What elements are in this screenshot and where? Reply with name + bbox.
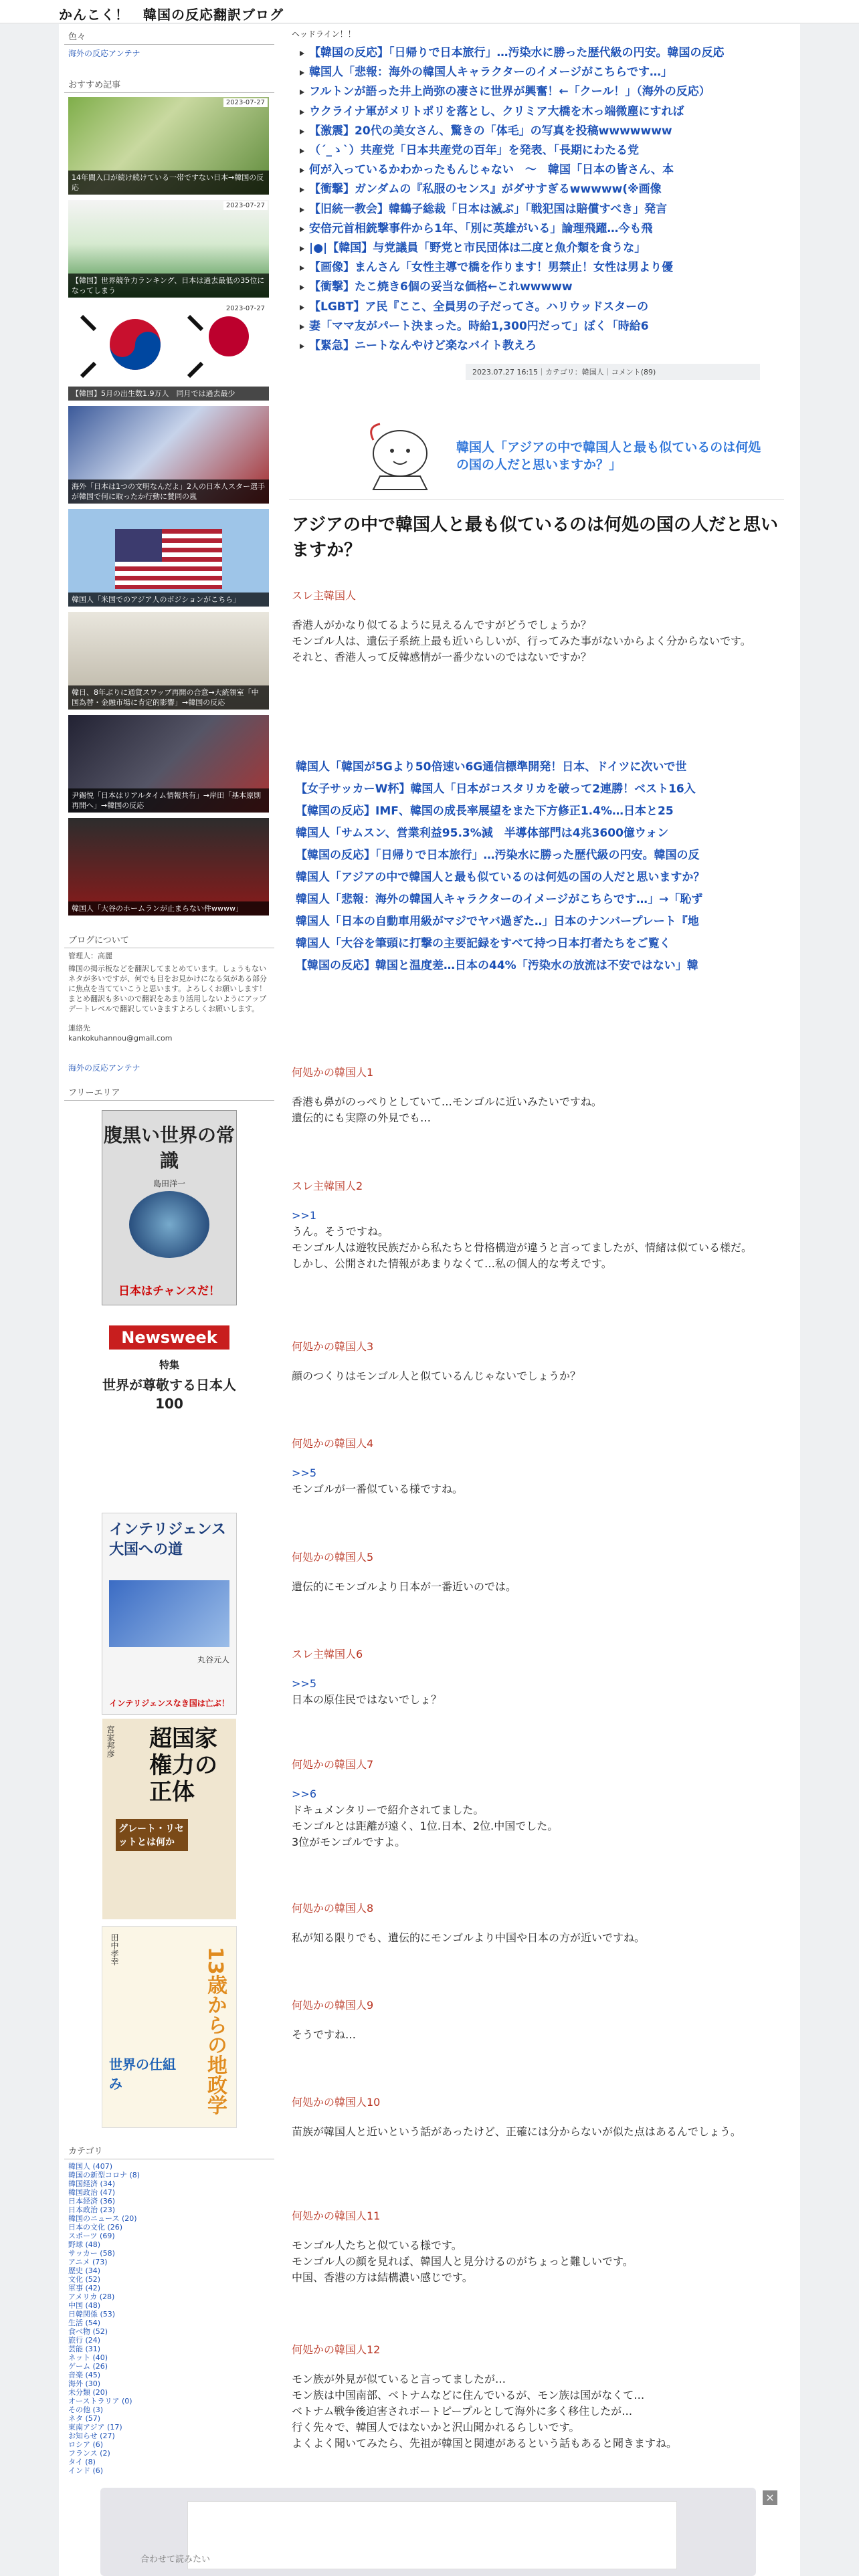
book-list xyxy=(59,1101,280,2128)
post-line: うん。そうですね。 xyxy=(292,1225,389,1238)
post-line: 香港も鼻がのっぺりとしていて…モンゴルに近いみたいですね。 xyxy=(292,1095,602,1108)
headline-link[interactable]: 【旧統一教会】韓鶴子総裁「日本は滅ぶ」「戦犯国は賠償すべき」発言 xyxy=(309,202,668,216)
headline-link[interactable]: 韓国人「悲報：海外の韓国人キャラクターのイメージがこちらです…」 xyxy=(309,66,672,80)
book-cover[interactable] xyxy=(102,1325,236,1506)
headline-item[interactable] xyxy=(300,219,777,239)
about-admin: 管理人：高麗 xyxy=(68,952,112,960)
book-sub: インテリジェンスなき国は亡ぶ！ xyxy=(109,1699,229,1708)
category-link[interactable]: 中国 (48) xyxy=(68,2301,101,2310)
category-link[interactable]: 文化 (52) xyxy=(68,2275,101,2284)
category-link[interactable]: サッカー (58) xyxy=(68,2249,115,2258)
related-link[interactable]: 【韓国の反応】韓国と温度差…日本の44%「汚染水の放流は不安ではない」韓 xyxy=(296,959,698,972)
category-link[interactable]: インド (6) xyxy=(68,2466,104,2475)
post-line: 苗族が韓国人と近いという話があったけど、正確には分からないが似た点はあるんでしょう。 xyxy=(292,2125,741,2138)
category-link[interactable]: ゲーム (26) xyxy=(68,2362,108,2371)
category-link[interactable]: 旅行 (24) xyxy=(68,2336,101,2345)
poster-name: スレ主韓国人 xyxy=(292,589,357,602)
post-line: モンゴル人は、遺伝子系統上最も近いらしいが、行ってみた事がないからよく分からないです。 xyxy=(292,635,751,647)
thumb-article[interactable] xyxy=(68,200,269,298)
reply-ref[interactable]: >>5 xyxy=(292,1677,316,1690)
headline-link[interactable]: 安倍元首相銃撃事件から1年、「別に英雄がいる」論理飛躍…今も飛 xyxy=(309,221,653,235)
comment-post xyxy=(292,2094,780,2140)
related-item[interactable] xyxy=(296,867,771,889)
book-title: インテリジェンス大国への道 xyxy=(109,1521,226,1558)
free-area-title: フリーエリア xyxy=(64,1083,274,1101)
book-sub: 世界が尊敬する日本人 100 xyxy=(102,1377,236,1412)
antenna-link[interactable]: 海外の反応アンテナ xyxy=(68,49,140,58)
headline-item[interactable] xyxy=(300,141,777,160)
post-body xyxy=(292,1930,780,1946)
post-line: そうですね… xyxy=(292,2028,357,2041)
headline-link[interactable]: 妻「ママ友がパート決まった。時給1,300円だって」ぼく「時給6 xyxy=(309,319,649,333)
recommend-list xyxy=(68,97,270,916)
category-link[interactable]: その他 (3) xyxy=(68,2405,104,2414)
headline-item[interactable] xyxy=(300,317,777,336)
thumb-caption: 【韓国】世界競争力ランキング、日本は過去最低の35位になってしまう xyxy=(68,274,269,298)
op-post xyxy=(292,587,780,665)
book-title: 13歳からの地政学 xyxy=(203,1947,227,2115)
category-link[interactable]: ネット (40) xyxy=(68,2353,108,2362)
contact-email[interactable]: kankokuhannou@gmail.com xyxy=(68,1034,173,1043)
post-line: それと、香港人って反韓感情が一番少ないのではないですか？ xyxy=(292,651,592,663)
headline-link[interactable]: 【激震】20代の美女さん、驚きの「体毛」の写真を投稿wwwwwww xyxy=(309,124,672,138)
related-item[interactable] xyxy=(296,955,771,977)
thumb-caption: 韓国人「米国でのアジア人のポジションがこちら」 xyxy=(68,593,269,607)
comment-post xyxy=(292,1435,780,1497)
comment-post xyxy=(292,1549,780,1595)
poster-name: 何処かの韓国人1 xyxy=(292,1066,374,1079)
sidebar-section-title: 色々 xyxy=(64,27,274,45)
poster-name: 何処かの韓国人4 xyxy=(292,1437,374,1450)
comment-post xyxy=(292,1900,780,1946)
thumb-caption: 【韓国】5月の出生数1.9万人 同月では過去最少 xyxy=(68,387,269,401)
headline-item[interactable] xyxy=(300,180,777,199)
post-line: 香港人がかなり似てるように見えるんですがどうでしょうか？ xyxy=(292,619,592,631)
post-body xyxy=(292,1579,780,1595)
book-author: 丸谷元人 xyxy=(197,1655,229,1665)
headline-item[interactable] xyxy=(300,82,777,102)
post-body xyxy=(292,2124,780,2140)
recommend-title: おすすめ記事 xyxy=(64,75,274,93)
comment-post xyxy=(292,1178,780,1272)
category-link[interactable]: 韓国経済 (34) xyxy=(68,2179,116,2188)
category-link[interactable]: 未分類 (20) xyxy=(68,2388,108,2397)
article-title: アジアの中で韓国人と最も似ているのは何処の国の人だと思いますか？ xyxy=(292,515,778,560)
sidebar xyxy=(59,24,280,2478)
thumb-article[interactable] xyxy=(68,715,269,813)
book-author: 田中孝幸 xyxy=(110,1933,119,1965)
headline-item[interactable] xyxy=(300,200,777,219)
comment-post xyxy=(292,1338,780,1384)
category-link[interactable]: 食べ物 (52) xyxy=(68,2327,108,2336)
post-body xyxy=(292,617,780,665)
post-body xyxy=(292,2371,780,2452)
headline-item[interactable] xyxy=(300,336,777,356)
post-line: ドキュメンタリーで紹介されてました。 xyxy=(292,1804,484,1816)
thumb-article[interactable] xyxy=(68,509,269,607)
reply-ref[interactable]: >>1 xyxy=(292,1209,316,1222)
book-sub: 世界の仕組み xyxy=(109,2056,176,2092)
category-link[interactable]: 韓国人 (407) xyxy=(68,2162,113,2171)
headline-link[interactable]: 何が入っているかわかったもんじゃない 〜 韓国「日本の皆さん、本 xyxy=(309,163,674,177)
post-body xyxy=(292,1465,780,1497)
mascot-icon xyxy=(353,420,444,495)
related-item[interactable] xyxy=(296,889,771,911)
category-link[interactable]: ネタ (57) xyxy=(68,2414,101,2423)
headline-link[interactable]: フルトンが語った井上尚弥の凄さに世界が興奮！←「クール！」（海外の反応） xyxy=(309,85,710,99)
post-line: モンゴル人の顔を見れば、韓国人と見分けるのがちょっと難しいです。 xyxy=(292,2255,634,2268)
thumb-caption: 尹錫悦「日本はリアルタイム情報共有」→岸田「基本原則再開へ」→韓国の反応 xyxy=(68,788,269,813)
post-line: よくよく聞いてみたら、先祖が韓国と関連があるという話もあると聞きますね。 xyxy=(292,2437,678,2450)
related-item[interactable] xyxy=(296,933,771,955)
category-list xyxy=(59,2159,280,2478)
related-list xyxy=(296,756,784,977)
post-line: 私が知る限りでも、遺伝的にモンゴルより中国や日本の方が近いですね。 xyxy=(292,1931,646,1944)
related-link[interactable]: 【韓国の反応】IMF、韓国の成長率展望をまた下方修正1.4%…日本と25 xyxy=(296,804,674,818)
thumb-caption: 韓国人「大谷のホームランが止まらない件wwww」 xyxy=(68,901,269,916)
related-item[interactable] xyxy=(296,756,771,778)
category-link[interactable]: 歴史 (34) xyxy=(68,2266,101,2275)
poster-name: 何処かの韓国人7 xyxy=(292,1758,374,1771)
contact-label: 連絡先 xyxy=(68,1024,90,1033)
related-link[interactable]: 韓国人「アジアの中で韓国人と最も似ているのは何処の国の人だと思いますか？ xyxy=(296,871,705,884)
overlay-ad[interactable] xyxy=(187,2501,677,2569)
related-item[interactable] xyxy=(296,845,771,867)
book-author: 島田洋一 xyxy=(153,1179,185,1188)
close-icon[interactable]: × xyxy=(763,2490,777,2505)
post-body xyxy=(292,1094,780,1126)
site-title[interactable]: かんこく！ 韓国の反応翻訳ブログ xyxy=(59,7,284,23)
category-link[interactable]: フランス (2) xyxy=(68,2449,110,2458)
category-link[interactable]: 日韓関係 (53) xyxy=(68,2310,116,2319)
post-line: しかし、公開された情報があまりなくて…私の個人的な考えです。 xyxy=(292,1257,612,1270)
thumb-caption: 14年間入口が続け続けている一帯ですない日本→韓国の反応 xyxy=(68,171,269,195)
article-meta: 2023.07.27 16:15｜カテゴリ：韓国人｜コメント(89) xyxy=(466,364,760,380)
category-link[interactable]: アメリカ (28) xyxy=(68,2292,115,2301)
book-author: 宮家邦彦 xyxy=(106,1725,115,1757)
category-link[interactable]: 韓国のニュース (20) xyxy=(68,2214,137,2223)
headline-item[interactable] xyxy=(300,258,777,278)
category-link[interactable]: ロシア (6) xyxy=(68,2440,104,2449)
book-sub: 日本はチャンスだ！ xyxy=(118,1285,220,1298)
book-cover[interactable] xyxy=(102,1513,237,1715)
about-text: 韓国の掲示板などを翻訳してまとめています。しょうもないネタが多いですが、何でも目をお見かけになる気がある部分に焦点を当てていこうと思います。よろしくお願いします！まとめ翻訳も多いので翻訳をあまり活用しないようにアップデートレベルで翻訳していきますよろしくお願いします。 xyxy=(68,964,267,1013)
headline-link[interactable]: （´_ゝ`）共産党「日本共産党の百年」を発表、「長期にわたる党 xyxy=(309,144,639,158)
thumb-date: 2023-07-27 xyxy=(223,304,268,313)
category-link[interactable]: 東南アジア (17) xyxy=(68,2423,122,2432)
page-content xyxy=(59,24,800,2576)
book-title: 超国家権力の正体 xyxy=(149,1725,217,1806)
thumb-article[interactable] xyxy=(68,818,269,916)
post-line: 3位がモンゴルですよ。 xyxy=(292,1836,406,1848)
related-item[interactable] xyxy=(296,911,771,933)
category-link[interactable]: 日本経済 (36) xyxy=(68,2197,116,2206)
post-line: 中国、香港の方は結構濃い感じです。 xyxy=(292,2271,473,2284)
related-link[interactable]: 韓国人「大谷を筆頭に打撃の主要記録をすべて持つ日本打者たちをご覧く xyxy=(296,937,671,950)
post-line: ベトナム戦争後迫害されボートピープルとして海外に多く移住したが… xyxy=(292,2405,633,2418)
related-link[interactable]: 【女子サッカーW杯】韓国人「日本がコスタリカを破って2連勝！ベスト16入 xyxy=(296,782,696,796)
headline-link[interactable]: 【衝撃】たこ焼き6個の妥当な価格←これwwwww xyxy=(309,280,573,294)
headline-item[interactable] xyxy=(300,43,777,63)
book-author: 特集 xyxy=(159,1359,179,1371)
bottom-overlay xyxy=(100,2488,756,2576)
comment-post xyxy=(292,1756,780,1850)
related-link[interactable]: 【韓国の反応】「日帰りで日本旅行」…汚染水に勝った歴代級の円安。韓国の反 xyxy=(296,849,700,862)
thumb-date: 2023-07-27 xyxy=(223,98,268,107)
post-line: 遺伝的にモンゴルより日本が一番近いのでは。 xyxy=(292,1580,517,1593)
related-link[interactable]: 韓国人「サムスン、営業利益95.3%減 半導体部門は4兆3600億ウォン xyxy=(296,827,669,840)
headline-item[interactable] xyxy=(300,298,777,317)
category-link[interactable]: タイ (8) xyxy=(68,2458,96,2466)
post-line: モンゴルとは距離が遠く、1位.日本、2位.中国でした。 xyxy=(292,1820,559,1832)
headline-item[interactable] xyxy=(300,239,777,258)
comment-post xyxy=(292,2341,780,2452)
book-cover[interactable] xyxy=(102,1926,237,2128)
headline-item[interactable] xyxy=(300,102,777,122)
headline-link[interactable]: |●|【韓国】与党議員「野党と市民団体は二度と魚介類を食うな」 xyxy=(309,241,646,255)
headline-link[interactable]: 【韓国の反応】「日帰りで日本旅行」…汚染水に勝った歴代級の円安。韓国の反応 xyxy=(309,46,725,60)
headline-list xyxy=(289,43,784,356)
post-body xyxy=(292,1208,780,1272)
category-link[interactable]: オーストラリア (0) xyxy=(68,2397,132,2405)
headline-link[interactable]: 【緊急】ニートなんやけど楽なバイト教えろ xyxy=(309,339,537,353)
antenna-link-bottom[interactable]: 海外の反応アンテナ xyxy=(68,1063,140,1073)
thumb-article[interactable] xyxy=(68,406,269,504)
globe-image xyxy=(129,1191,209,1258)
category-link[interactable]: 日本政治 (23) xyxy=(68,2206,116,2214)
post-line: 日本の原住民ではないでしょ？ xyxy=(292,1693,442,1706)
related-link[interactable]: 韓国人「日本の自動車用級がマジでヤバ過ぎた‥」日本のナンバープレート『地 xyxy=(296,915,699,928)
headline-item[interactable] xyxy=(300,278,777,297)
category-link[interactable]: 海外 (30) xyxy=(68,2379,101,2388)
book-title: 腹黒い世界の常識 xyxy=(103,1124,235,1172)
category-link[interactable]: お知らせ (27) xyxy=(68,2432,115,2440)
category-link[interactable]: アニメ (73) xyxy=(68,2258,108,2266)
headline-label: ヘッドライン！！ xyxy=(292,29,356,39)
poster-name: 何処かの韓国人9 xyxy=(292,1999,374,2012)
category-link[interactable]: 生活 (54) xyxy=(68,2319,101,2327)
reply-ref[interactable]: >>6 xyxy=(292,1788,316,1800)
post-line: モン族は中国南部、ベトナムなどに住んでいるが、モン族は国がなくて… xyxy=(292,2389,645,2401)
about-title: ブログについて xyxy=(64,930,274,948)
category-link[interactable]: 韓国の新型コロナ (8) xyxy=(68,2171,140,2179)
post-line: 顔のつくりはモンゴル人と似ているんじゃないでしょうか？ xyxy=(292,1370,581,1382)
thumb-article[interactable] xyxy=(68,303,269,401)
poster-name: 何処かの韓国人3 xyxy=(292,1340,374,1353)
book-cover[interactable] xyxy=(102,1719,236,1919)
comment-post xyxy=(292,1646,780,1708)
book-cover[interactable] xyxy=(102,1110,237,1305)
category-title: カテゴリ xyxy=(64,2141,274,2159)
thumb-date: 2023-07-27 xyxy=(223,201,268,210)
post-line: モンゴル人たちと似ている様です。 xyxy=(292,2239,462,2252)
post-line: 行く先々で、韓国人ではないかと沢山聞かれるらしいです。 xyxy=(292,2421,580,2434)
book-sub: グレート・リセットとは何か xyxy=(116,1819,188,1851)
post-line: モンゴルが一番似ている様ですね。 xyxy=(292,1483,464,1495)
category-link[interactable]: 芸能 (31) xyxy=(68,2345,101,2353)
post-body xyxy=(292,2238,780,2286)
thumb-caption: 韓日、8年ぶりに通貨スワップ再開の合意→大統領室「中国為替・金融市場に肯定的影響」→韓国の反応 xyxy=(68,685,269,710)
overlay-footer-text: 合わせて読みたい xyxy=(140,2555,211,2565)
related-link[interactable]: 韓国人「悲報：海外の韓国人キャラクターのイメージがこちらです…」→「恥ず xyxy=(296,893,703,906)
comment-post xyxy=(292,1997,780,2043)
book-art xyxy=(109,1580,229,1647)
post-body xyxy=(292,1368,780,1384)
headline-link[interactable]: ウクライナ軍がメリトポリを落とし、クリミア大橋を木っ端微塵にすれば xyxy=(309,104,684,118)
reply-ref[interactable]: >>5 xyxy=(292,1467,316,1479)
poster-name: 何処かの韓国人8 xyxy=(292,1902,374,1915)
thumb-article[interactable] xyxy=(68,97,269,195)
headline-link[interactable]: 【衝撃】ガンダムの『私服のセンス』がダサすぎるwwwww(※画像 xyxy=(309,183,662,197)
category-link[interactable]: 軍事 (42) xyxy=(68,2284,101,2292)
post-body xyxy=(292,1786,780,1850)
poster-name: 何処かの韓国人10 xyxy=(292,2096,381,2109)
comment-post xyxy=(292,1064,780,1126)
poster-name: 何処かの韓国人11 xyxy=(292,2210,381,2222)
headline-item[interactable] xyxy=(300,63,777,82)
comment-post xyxy=(292,2208,780,2286)
article-subtitle[interactable]: 韓国人「アジアの中で韓国人と最も似ているのは何処の国の人だと思いますか？」 xyxy=(456,440,761,472)
post-body xyxy=(292,2027,780,2043)
poster-name: 何処かの韓国人5 xyxy=(292,1551,374,1564)
poster-name: スレ主韓国人2 xyxy=(292,1180,363,1192)
post-line: モンゴル人は遊牧民族だから私たちと骨格構造が違うと言ってましたが、情緒は似ている様だ。 xyxy=(292,1241,753,1254)
post-line: モン族が外見が似ていると言ってましたが… xyxy=(292,2373,506,2385)
related-item[interactable] xyxy=(296,823,771,845)
category-link[interactable]: 韓国政治 (47) xyxy=(68,2188,116,2197)
divider xyxy=(289,499,784,500)
category-link[interactable]: 野球 (48) xyxy=(68,2240,101,2249)
related-item[interactable] xyxy=(296,778,771,800)
thumb-caption: 海外「日本は1つの文明なんだよ」2人の日本人スター選手が韓国で何に取ったか行動に賛同の嵐 xyxy=(68,479,269,504)
poster-name: 何処かの韓国人12 xyxy=(292,2343,381,2356)
category-link[interactable]: 日本の文化 (26) xyxy=(68,2223,123,2232)
thumb-article[interactable] xyxy=(68,612,269,710)
related-item[interactable] xyxy=(296,800,771,823)
headline-link[interactable]: 【画像】まんさん「女性主導で橋を作ります！男禁止！女性は男より優 xyxy=(309,261,673,275)
category-link[interactable]: スポーツ (69) xyxy=(68,2232,115,2240)
poster-name: スレ主韓国人6 xyxy=(292,1648,363,1660)
headline-item[interactable] xyxy=(300,122,777,141)
post-body xyxy=(292,1676,780,1708)
book-title: Newsweek xyxy=(109,1325,229,1350)
headline-link[interactable]: 【LGBT】ア民『ここ、全員男の子だってさ。ハリウッドスターの xyxy=(309,300,649,314)
related-link[interactable]: 韓国人「韓国が5Gより50倍速い6G通信標準開発！日本、ドイツに次いで世 xyxy=(296,760,687,774)
post-line: 遺伝的にも実際の外見でも… xyxy=(292,1111,432,1124)
main-content xyxy=(289,24,784,2450)
category-link[interactable]: 音楽 (45) xyxy=(68,2371,101,2379)
headline-item[interactable] xyxy=(300,160,777,180)
